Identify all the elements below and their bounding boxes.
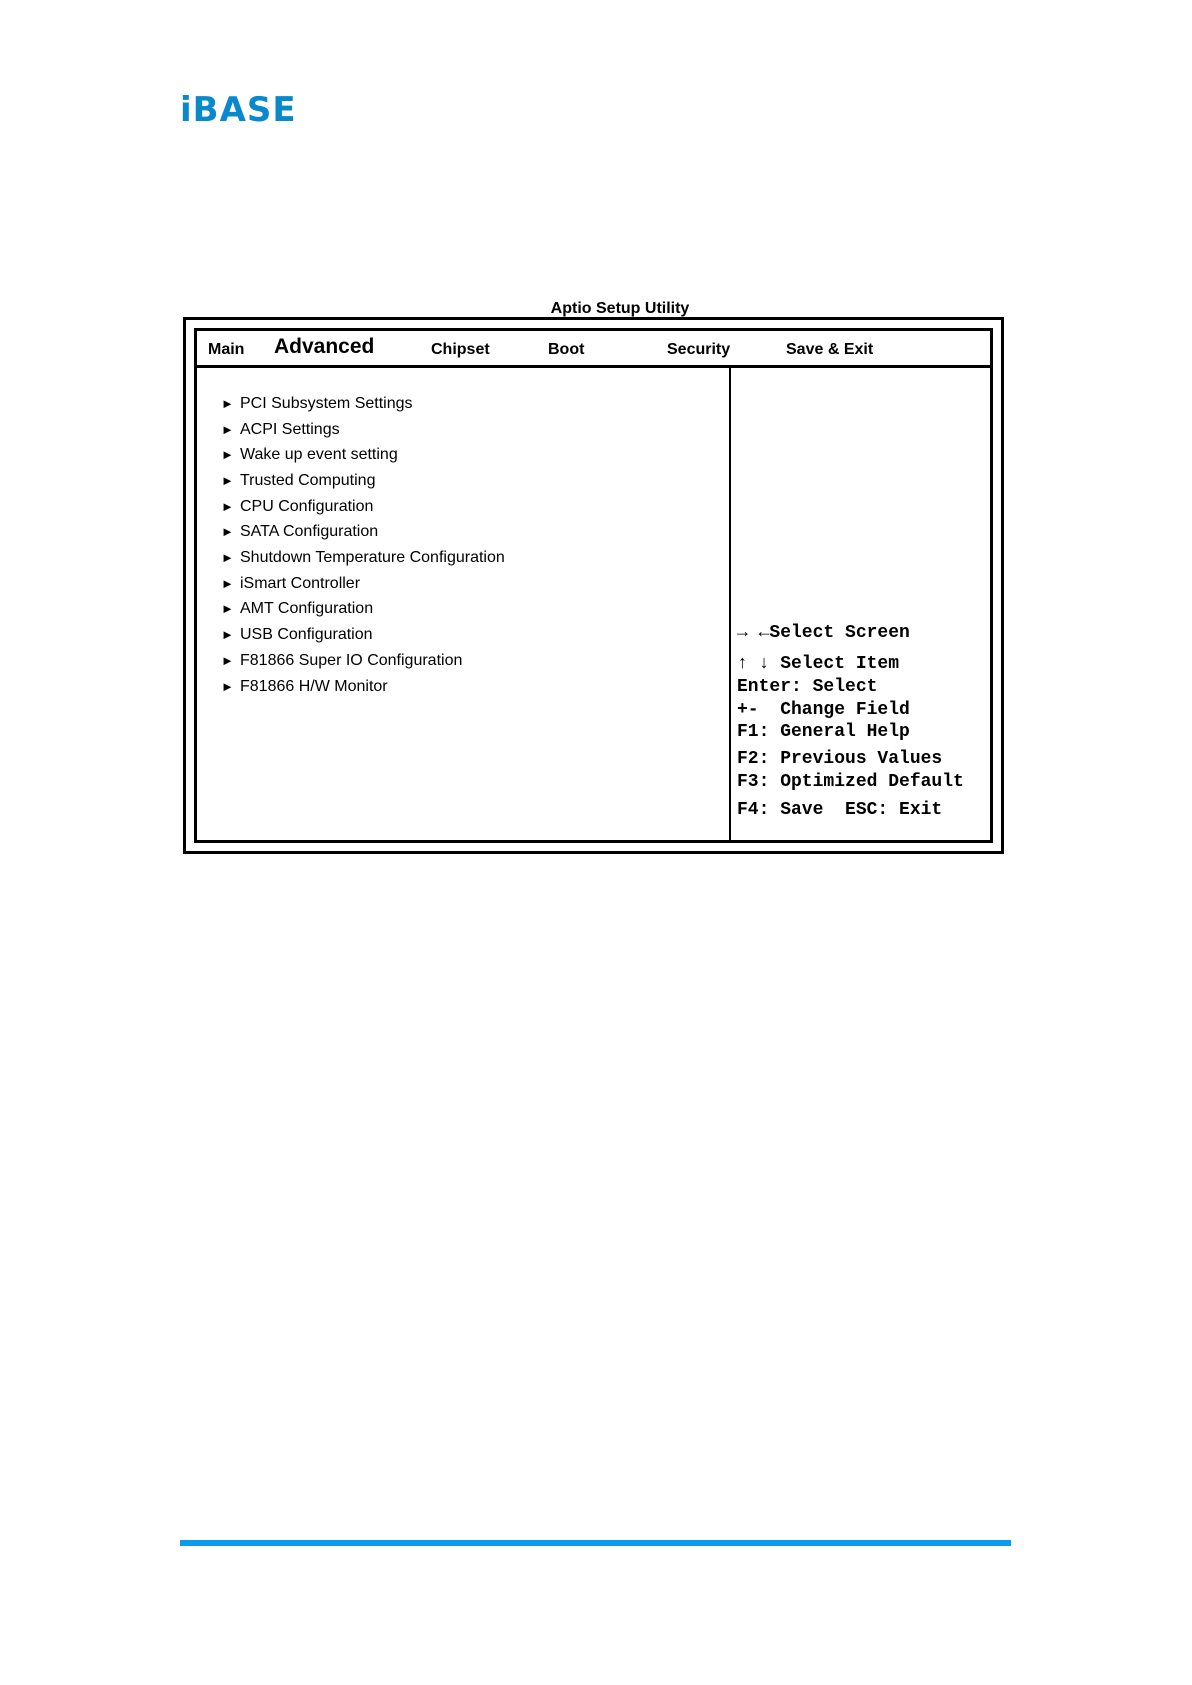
submenu-arrow-icon: ► [221,499,234,514]
settings-list [197,368,731,840]
menu-item-label: Shutdown Temperature Configuration [240,549,505,566]
submenu-arrow-icon: ► [221,473,234,488]
submenu-arrow-icon: ► [221,601,234,616]
menu-item-sata-configuration[interactable] [221,520,378,544]
help-general-help: F1: General Help [737,722,910,742]
submenu-arrow-icon: ► [221,653,234,668]
tab-save-exit[interactable]: Save & Exit [786,341,874,358]
help-save-exit: F4: Save ESC: Exit [737,800,943,820]
submenu-arrow-icon: ► [221,627,234,642]
menu-item-pci-subsystem-settings[interactable] [221,392,413,416]
submenu-arrow-icon: ► [221,422,234,437]
bios-setup-window [183,317,1004,854]
tab-chipset[interactable]: Chipset [431,341,490,358]
tab-security[interactable]: Security [667,341,731,358]
menu-item-trusted-computing[interactable] [221,469,375,493]
menu-item-label: Wake up event setting [240,446,398,463]
help-enter-select: Enter: Select [737,677,878,697]
menu-item-label: PCI Subsystem Settings [240,395,413,412]
utility-title: Aptio Setup Utility [550,300,690,317]
menu-item-label: ACPI Settings [240,421,340,438]
menu-item-super-io-configuration[interactable] [221,649,462,673]
menu-item-label: CPU Configuration [240,498,374,515]
menu-item-ismart-controller[interactable] [221,572,360,596]
ibase-logo: iBASE [180,90,297,130]
menu-item-label: F81866 Super IO Configuration [240,652,463,669]
menu-item-label: Trusted Computing [240,472,376,489]
tab-main[interactable]: Main [208,341,245,358]
menu-item-shutdown-temperature-configuration[interactable] [221,546,505,570]
menu-item-acpi-settings[interactable] [221,418,340,442]
help-select-screen: → ←Select Screen [737,623,910,643]
menu-item-hw-monitor[interactable] [221,675,388,699]
bios-inner-frame [194,328,993,843]
help-previous-values: F2: Previous Values [737,749,943,769]
help-change-field: +- Change Field [737,700,910,720]
menu-item-wake-up-event-setting[interactable] [221,443,398,467]
menu-item-label: iSmart Controller [240,575,361,592]
menu-item-label: AMT Configuration [240,600,374,617]
help-panel [731,368,990,840]
submenu-arrow-icon: ► [221,550,234,565]
submenu-arrow-icon: ► [221,679,234,694]
menu-item-label: USB Configuration [240,626,373,643]
menu-item-cpu-configuration[interactable] [221,495,373,519]
menu-item-usb-configuration[interactable] [221,623,373,647]
menu-item-amt-configuration[interactable] [221,597,373,621]
submenu-arrow-icon: ► [221,396,234,411]
help-optimized-default: F3: Optimized Default [737,772,964,792]
tab-boot[interactable]: Boot [548,341,585,358]
menu-item-label: F81866 H/W Monitor [240,678,388,695]
submenu-arrow-icon: ► [221,576,234,591]
submenu-arrow-icon: ► [221,447,234,462]
help-select-item: ↑ ↓ Select Item [737,654,900,674]
submenu-arrow-icon: ► [221,524,234,539]
footer-rule [180,1540,1011,1546]
menu-item-label: SATA Configuration [240,523,379,540]
menu-bar [197,331,990,368]
tab-advanced[interactable]: Advanced [274,335,375,358]
